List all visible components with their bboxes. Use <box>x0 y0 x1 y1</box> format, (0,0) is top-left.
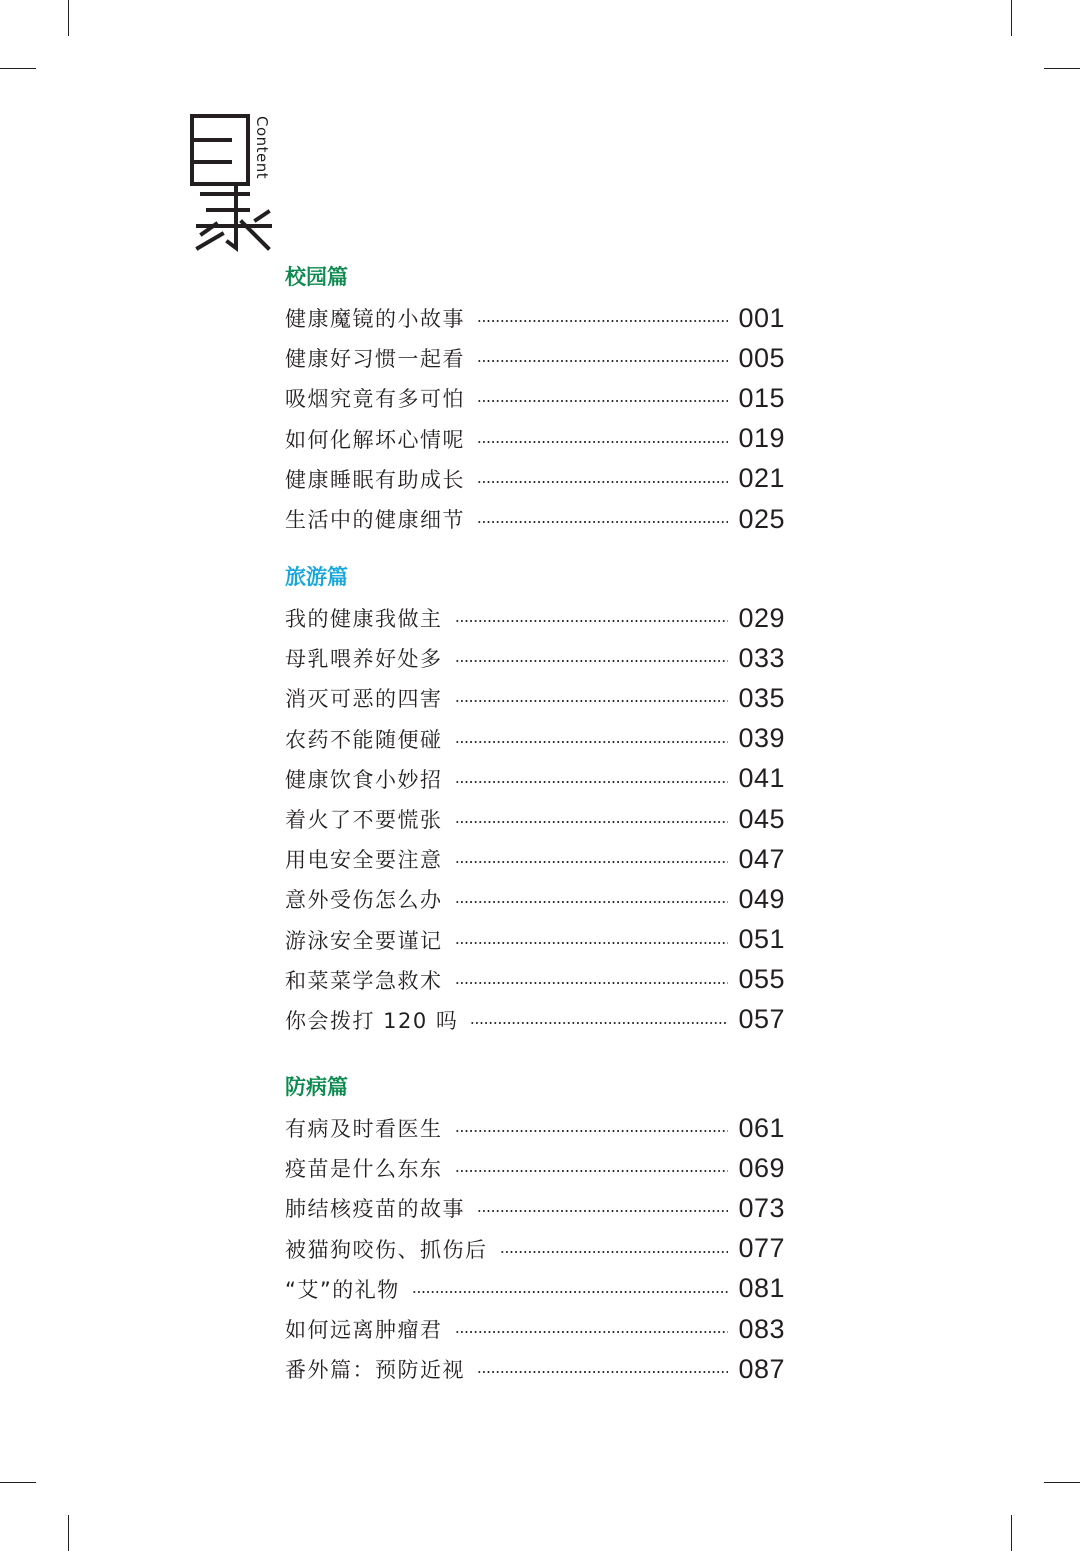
dot-leader <box>477 1371 728 1373</box>
toc-entry[interactable] <box>285 759 785 799</box>
entry-title: 番外篇：预防近视 <box>285 1358 465 1383</box>
entry-page-number: 035 <box>738 682 785 713</box>
dot-leader <box>455 982 729 984</box>
toc-entry[interactable] <box>285 499 785 539</box>
crop-mark <box>0 1482 36 1483</box>
dot-leader <box>455 660 729 662</box>
entry-page-number: 025 <box>738 503 785 534</box>
entry-page-number: 081 <box>738 1273 785 1304</box>
entry-page-number: 069 <box>738 1152 785 1183</box>
dot-leader <box>455 1331 729 1333</box>
toc-entry[interactable] <box>285 1108 785 1148</box>
entry-title: 健康睡眠有助成长 <box>285 467 465 492</box>
dot-leader <box>455 942 729 944</box>
crop-mark <box>68 0 69 36</box>
entry-title: 农药不能随便碰 <box>285 727 443 752</box>
entry-title: 和菜菜学急救术 <box>285 968 443 993</box>
entry-page-number: 029 <box>738 602 785 633</box>
entry-title: 游泳安全要谨记 <box>285 928 443 953</box>
dot-leader <box>477 441 728 443</box>
toc-entry[interactable] <box>285 1269 785 1309</box>
entry-list <box>285 598 785 1040</box>
toc-entry[interactable] <box>285 920 785 960</box>
toc-entry[interactable] <box>285 378 785 418</box>
entry-page-number: 073 <box>738 1192 785 1223</box>
crop-mark <box>1044 1482 1080 1483</box>
dot-leader <box>455 781 729 783</box>
dot-leader <box>477 521 728 523</box>
entry-title: 有病及时看医生 <box>285 1117 443 1142</box>
toc-entry[interactable] <box>285 338 785 378</box>
toc-entry[interactable] <box>285 678 785 718</box>
dot-leader <box>477 481 728 483</box>
dot-leader <box>412 1291 729 1293</box>
entry-list <box>285 298 785 539</box>
entry-page-number: 045 <box>738 803 785 834</box>
dot-leader <box>455 741 729 743</box>
dot-leader <box>455 821 729 823</box>
dot-leader <box>477 1210 728 1212</box>
entry-title: 你会拨打 120 吗 <box>285 1008 459 1033</box>
toc-entry[interactable] <box>285 598 785 638</box>
toc-entry[interactable] <box>285 1148 785 1188</box>
entry-page-number: 047 <box>738 843 785 874</box>
toc-entry[interactable] <box>285 799 785 839</box>
entry-title: 着火了不要慌张 <box>285 808 443 833</box>
entry-title: 健康魔镜的小故事 <box>285 307 465 332</box>
entry-page-number: 039 <box>738 723 785 754</box>
entry-list <box>285 1108 785 1389</box>
toc-entry[interactable] <box>285 459 785 499</box>
toc-section-travel <box>285 562 785 1040</box>
crop-mark <box>1011 1515 1012 1551</box>
entry-title: 肺结核疫苗的故事 <box>285 1197 465 1222</box>
toc-entry[interactable] <box>285 839 785 879</box>
entry-title: 用电安全要注意 <box>285 848 443 873</box>
entry-page-number: 077 <box>738 1233 785 1264</box>
entry-title: 被猫狗咬伤、抓伤后 <box>285 1237 488 1262</box>
title-artwork <box>188 112 278 252</box>
entry-title: “艾”的礼物 <box>285 1277 400 1302</box>
toc-section-disease-prevention <box>285 1072 785 1389</box>
entry-page-number: 005 <box>738 342 785 373</box>
dot-leader <box>455 700 729 702</box>
crop-mark <box>68 1515 69 1551</box>
crop-mark <box>1011 0 1012 36</box>
section-heading: 旅游篇 <box>285 565 348 589</box>
entry-title: 如何远离肿瘤君 <box>285 1318 443 1343</box>
toc-entry[interactable] <box>285 719 785 759</box>
toc-entry[interactable] <box>285 1349 785 1389</box>
entry-title: 健康饮食小妙招 <box>285 767 443 792</box>
toc-entry[interactable] <box>285 1309 785 1349</box>
dot-leader <box>455 861 729 863</box>
toc-entry[interactable] <box>285 419 785 459</box>
title-latin-text: Content <box>253 116 271 180</box>
entry-page-number: 055 <box>738 964 785 995</box>
entry-title: 意外受伤怎么办 <box>285 888 443 913</box>
entry-page-number: 015 <box>738 382 785 413</box>
entry-page-number: 057 <box>738 1004 785 1035</box>
crop-mark <box>1044 68 1080 69</box>
entry-title: 健康好习惯一起看 <box>285 347 465 372</box>
toc-entry[interactable] <box>285 960 785 1000</box>
entry-page-number: 033 <box>738 642 785 673</box>
entry-page-number: 049 <box>738 883 785 914</box>
crop-mark <box>0 68 36 69</box>
entry-page-number: 001 <box>738 302 785 333</box>
entry-page-number: 041 <box>738 763 785 794</box>
dot-leader <box>500 1251 729 1253</box>
dot-leader <box>455 901 729 903</box>
entry-page-number: 061 <box>738 1112 785 1143</box>
entry-page-number: 087 <box>738 1353 785 1384</box>
dot-leader <box>455 1130 729 1132</box>
toc-entry[interactable] <box>285 1229 785 1269</box>
entry-title: 如何化解坏心情呢 <box>285 427 465 452</box>
entry-page-number: 051 <box>738 924 785 955</box>
entry-title: 疫苗是什么东东 <box>285 1157 443 1182</box>
section-heading: 校园篇 <box>285 265 348 289</box>
toc-entry[interactable] <box>285 879 785 919</box>
dot-leader <box>455 620 729 622</box>
entry-title: 吸烟究竟有多可怕 <box>285 387 465 412</box>
dot-leader <box>455 1170 729 1172</box>
toc-entry[interactable] <box>285 298 785 338</box>
entry-page-number: 019 <box>738 423 785 454</box>
toc-entry[interactable] <box>285 1188 785 1228</box>
entry-title: 母乳喂养好处多 <box>285 647 443 672</box>
dot-leader <box>477 360 728 362</box>
entry-title: 生活中的健康细节 <box>285 508 465 533</box>
dot-leader <box>470 1022 728 1024</box>
toc-section-campus <box>285 262 785 539</box>
dot-leader <box>477 320 728 322</box>
toc-entry[interactable] <box>285 1000 785 1040</box>
entry-title: 我的健康我做主 <box>285 607 443 632</box>
toc-entry[interactable] <box>285 638 785 678</box>
dot-leader <box>477 400 728 402</box>
entry-title: 消灭可恶的四害 <box>285 687 443 712</box>
entry-page-number: 083 <box>738 1313 785 1344</box>
entry-page-number: 021 <box>738 463 785 494</box>
section-heading: 防病篇 <box>285 1075 348 1099</box>
